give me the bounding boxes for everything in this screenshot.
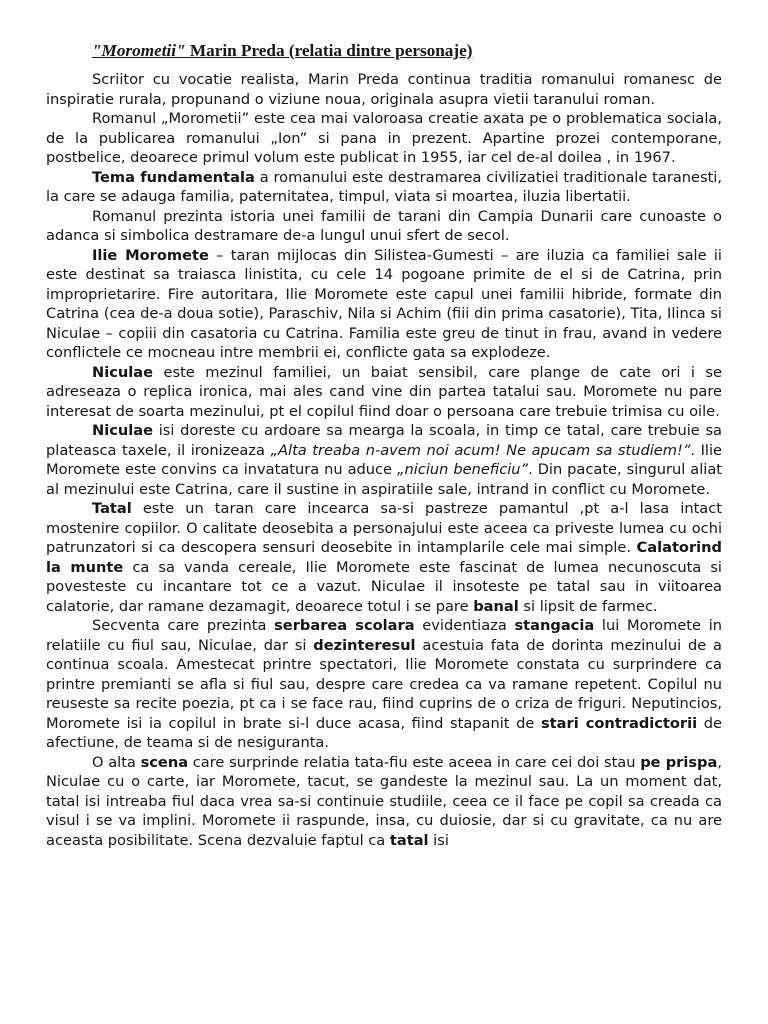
bold-text: Calatorind la munte xyxy=(46,539,722,576)
paragraph xyxy=(46,363,722,422)
text-run: este un taran care incearca sa-si pastreze pamantul ,pt a-l lasa intact mostenire copiilor. O calitate deosebita a personajului este aceea ca priveste lumea cu ochi patrunzatori si ca descopera sensuri deosebite in intamplarile cele mai simple. xyxy=(46,500,722,556)
bold-text: Ilie Moromete xyxy=(92,246,209,264)
text-run: Scriitor cu vocatie realista, Marin Preda continua traditia romanului romanesc de inspiratie rurala, propunand o viziune noua, originala asupra vietii taranului roman. xyxy=(46,71,722,108)
text-run: care surprinde relatia tata-fiu este aceea in care cei doi stau xyxy=(188,753,641,771)
paragraph xyxy=(46,246,722,363)
bold-text: banal xyxy=(473,597,519,615)
document-page xyxy=(46,40,722,850)
text-run: acestuia fata de dorinta mezinului de a continua scoala. Amestecat printre spectatori, Ilie Moromete constata cu surprindere ca printre premianti se afla si fiul sau, despre care credea ca va ramane repetent. Copilul nu reuseste sa recite poezia, pt ca i se face rau, fiind cuprins de o criza de friguri. Neputincios, Moromete isi ia copilul in brate si-l duce acasa, fiind stapanit de xyxy=(46,636,723,732)
text-run: Secventa care prezinta xyxy=(92,617,275,634)
text-run: . Din pacate, singurul aliat al mezinului este Catrina, care il sustine in aspiratiile sale, intrand in conflict cu Moromete. xyxy=(46,461,722,498)
paragraph xyxy=(46,109,722,168)
bold-text: dezinteresul xyxy=(313,636,416,654)
text-run: isi doreste cu ardoare sa mearga la scoala, in timp ce tatal, care trebuie sa plateasca taxele, il ironizeaza xyxy=(46,422,722,459)
bold-text: pe prispa xyxy=(640,753,718,771)
italic-quote: „niciun beneficiu” xyxy=(396,461,529,478)
text-run: – taran mijlocas din Silistea-Gumesti – are iluzia ca familiei sale ii este destinat sa traiasca linistita, cu cele 14 pogoane primite de el si de Catrina, prin improprietarire. Fire autoritara, Ilie Moromete este capul unei familii hibride, formate din Catrina (cea de-a doua sotie), Paraschiv, Nila si Achim (fiii din prima casatorie), Tita, Ilinca si Niculae – copiii din casatoria cu Catrina. Familia este greu de tinut in frau, avand in vedere conflictele ce mocneau intre membrii ei, conflicte gata sa explodeze. xyxy=(46,246,722,361)
text-run: , Niculae cu o carte, iar Moromete, tacut, se gandeste la mezinul sau. La un moment dat, tatal isi intreaba fiul daca vrea sa-si continuie studiile, ceea ce il face pe copil sa creada ca visul i se va implini. Moromete ii raspunde, insa, cu duiosie, dar si cu gravitate, ca nu are aceasta posibilitate. Scena dezvaluie faptul ca xyxy=(46,753,722,849)
paragraph xyxy=(46,168,722,207)
bold-text: Tema fundamentala xyxy=(92,168,255,186)
text-run: lui Moromete in relatiile cu fiul sau, Niculae, dar si xyxy=(46,617,723,654)
italic-quote: „Alta treaba n-avem noi acum! Ne apucam sa studiem!” xyxy=(270,441,691,459)
paragraph xyxy=(46,753,722,851)
bold-text: stangacia xyxy=(514,617,595,634)
text-run: isi xyxy=(428,831,449,849)
text-run: de afectiune, de teama si de nesiguranta. xyxy=(46,714,722,751)
paragraph xyxy=(46,616,722,753)
text-run: O alta xyxy=(92,753,141,771)
paragraph xyxy=(46,499,722,616)
document-title xyxy=(92,40,722,62)
text-run: . Ilie Moromete este convins ca invatatura nu aduce xyxy=(46,441,723,478)
bold-text: tatal xyxy=(389,831,429,849)
title-main-part: Marin Preda (relatia dintre personaje) xyxy=(185,41,473,60)
title-italic-part: "Morometii" xyxy=(92,41,186,60)
document-body xyxy=(46,70,722,850)
text-run: Romanul „Morometii” este cea mai valoroasa creatie axata pe o problematica sociala, de la publicarea romanului „Ion” si pana in prezent. Apartine prozei contemporane, postbelice, deoarece primul volum este publicat in 1955, iar cel de-al doilea , in 1967. xyxy=(46,110,722,166)
bold-text: Niculae xyxy=(92,363,154,381)
text-run: evidentiaza xyxy=(414,617,515,634)
bold-text: Tatal xyxy=(92,500,132,517)
text-run: Romanul prezinta istoria unei familii de tarani din Campia Dunarii care cunoaste o adanca si simbolica destramare de-a lungul unui sfert de secol. xyxy=(46,207,722,244)
text-run: este mezinul familiei, un baiat sensibil, care plange de cate ori i se adreseaza o replica ironica, mai ales cand vine din partea tatalui sau. Moromete nu pare interesat de soarta mezinului, pt el copilul fiind doar o persoana care trebuie trimisa cu oile. xyxy=(46,363,722,420)
bold-text: Niculae xyxy=(92,422,154,439)
paragraph xyxy=(46,421,722,499)
bold-text: serbarea scolara xyxy=(274,617,415,634)
bold-text: stari contradictorii xyxy=(540,714,698,732)
paragraph xyxy=(46,70,722,109)
paragraph xyxy=(46,207,722,246)
text-run: a romanului este destramarea civilizatiei traditionale taranesti, la care se adauga familia, paternitatea, timpul, viata si moartea, iluzia libertatii. xyxy=(46,168,723,205)
text-run: ca sa vanda cereale, Ilie Moromete este fascinat de lumea necunoscuta si povesteste cu incantare tot ce a vazut. Niculae il insoteste pe tatal sau in viitoarea calatorie, dar ramane dezamagit, deoarece totul i se pare xyxy=(46,558,722,615)
text-run: si lipsit de farmec. xyxy=(518,597,658,615)
bold-text: scena xyxy=(140,753,189,771)
